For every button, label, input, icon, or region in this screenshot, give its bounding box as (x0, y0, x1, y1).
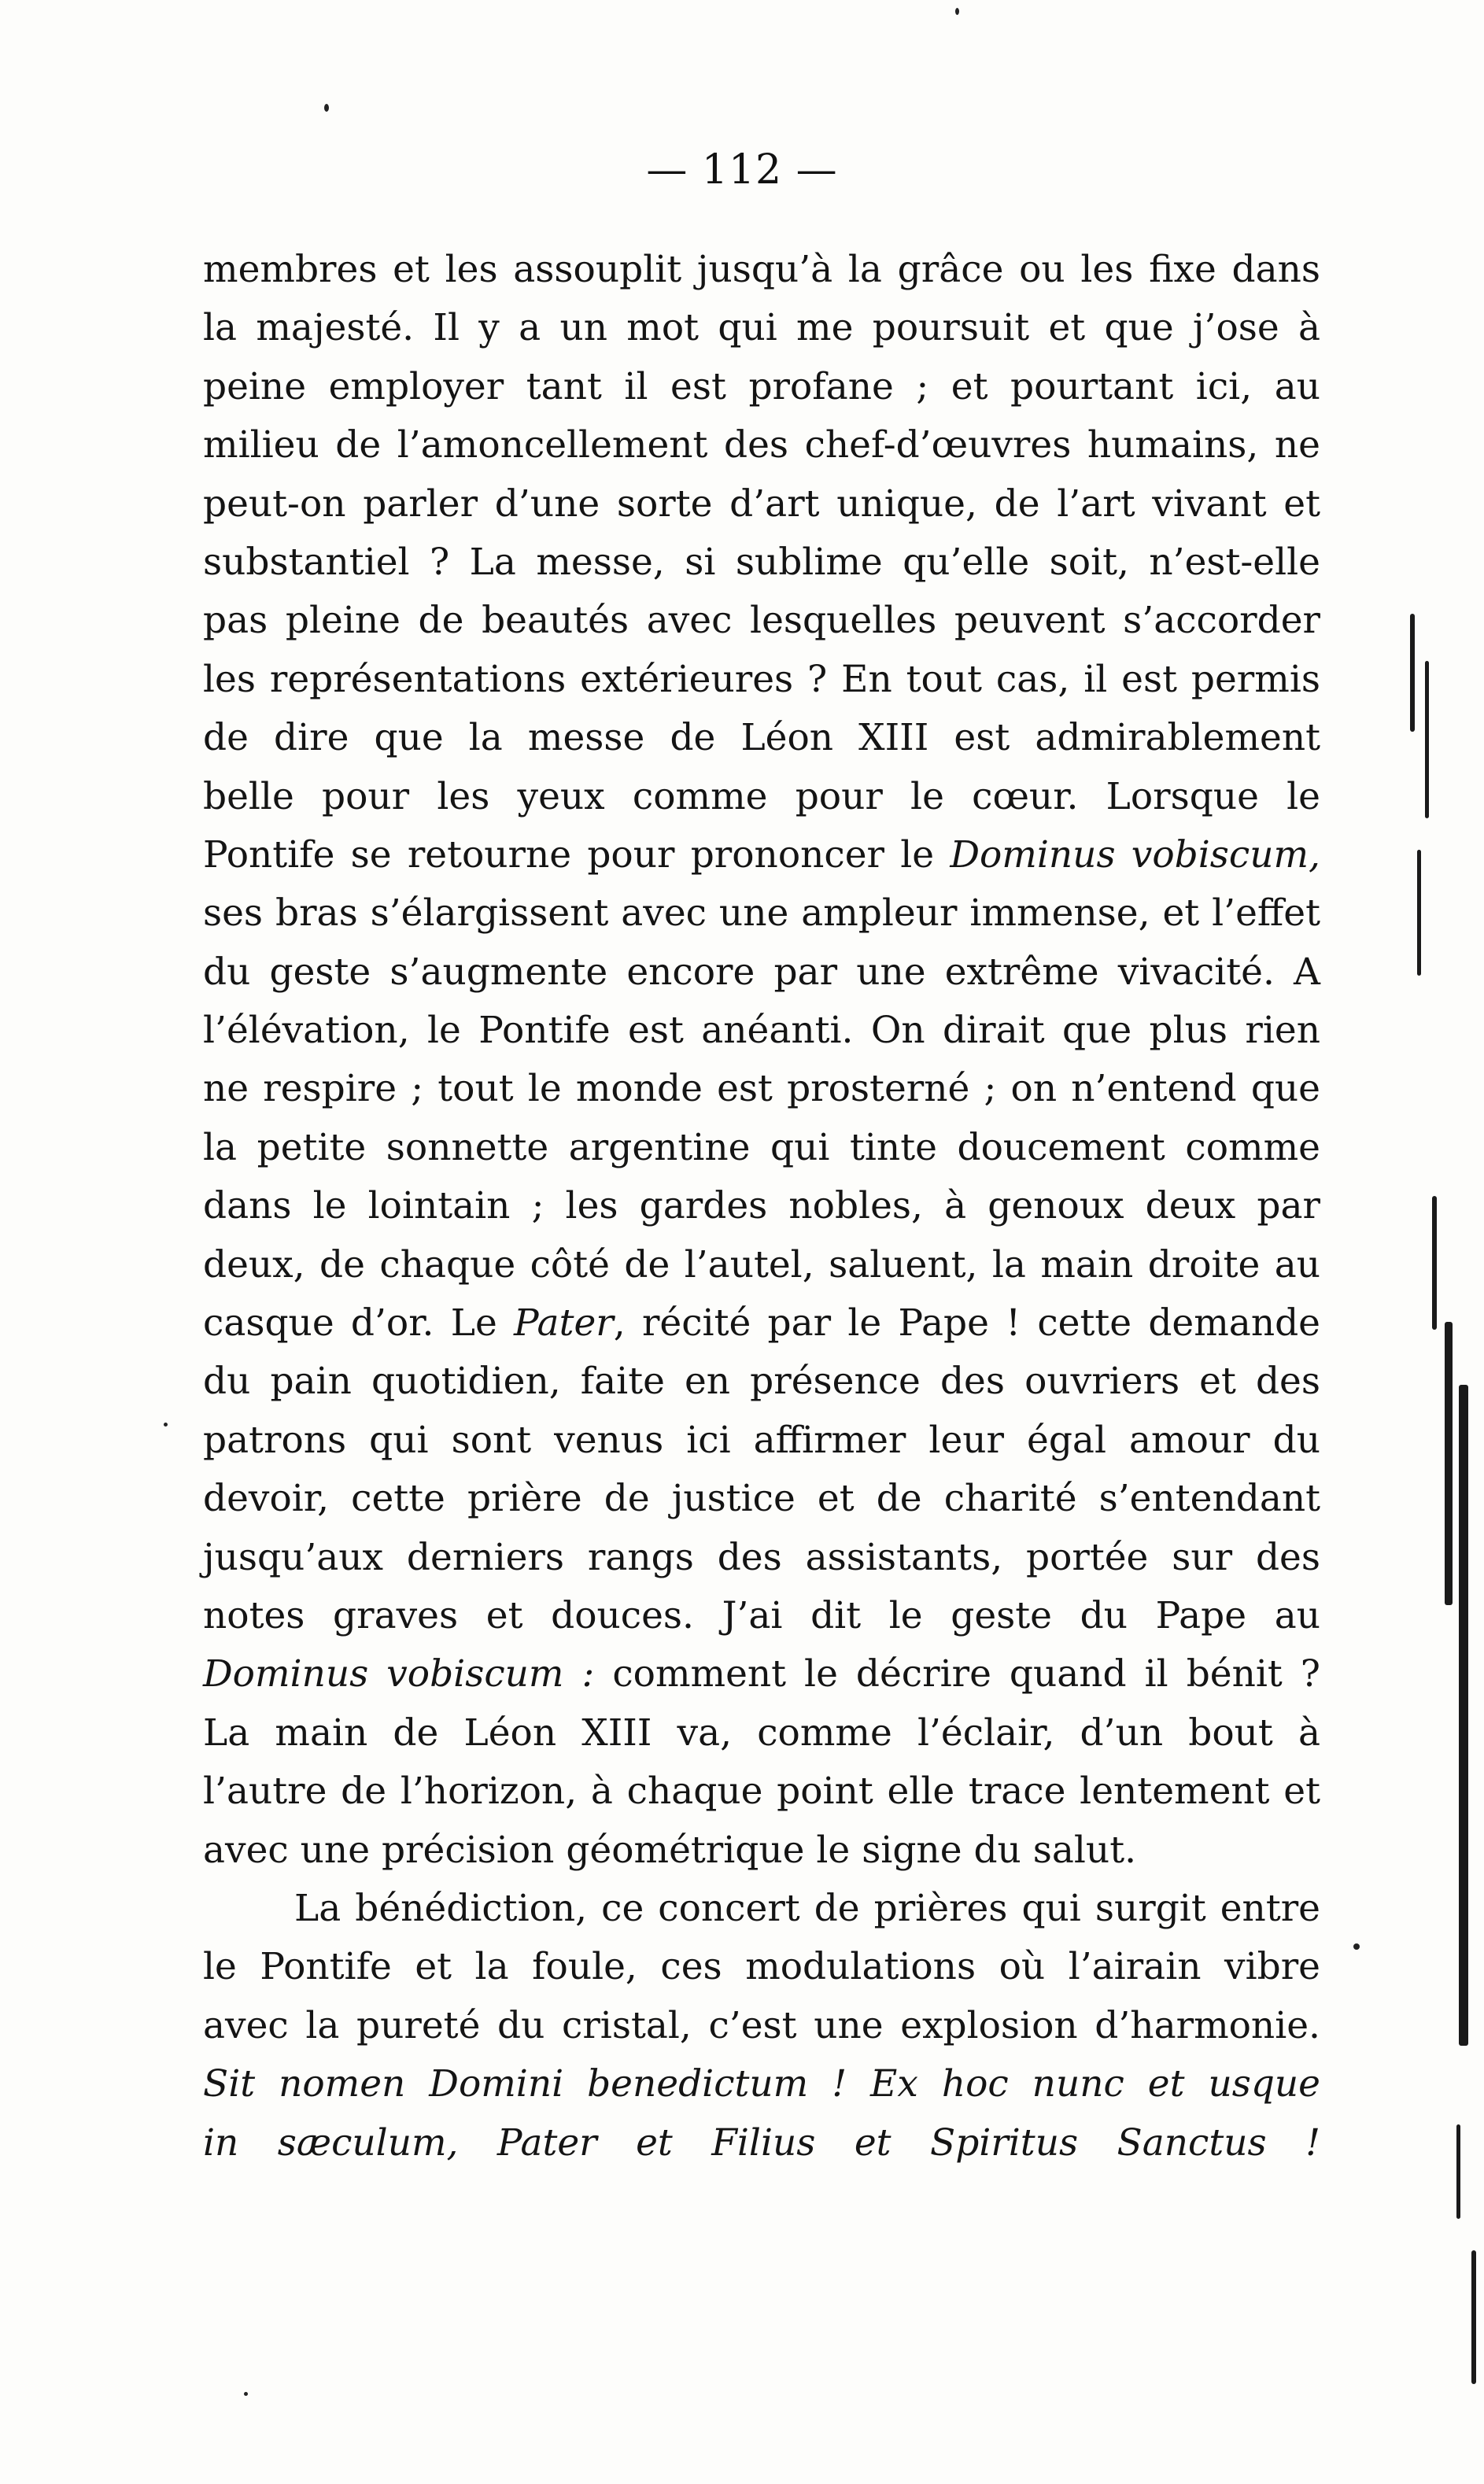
text-line (203, 1880, 1320, 1938)
text-line (203, 1002, 1320, 1060)
text-line (203, 1353, 1320, 1411)
scan-edge-mark (1471, 2250, 1476, 2384)
text-line (203, 1294, 1320, 1353)
text-segment: avec la pureté du cristal, c’est une explosion d’harmonie. (203, 2003, 1320, 2047)
text-line (203, 768, 1320, 826)
italic-text: Dominus vobiscum, (950, 832, 1320, 877)
text-segment: jusqu’aux derniers rangs des assistants, portée sur des (203, 1535, 1320, 1579)
text-line (203, 1704, 1320, 1762)
text-segment: comment le décrire quand il bénit ? (594, 1652, 1320, 1696)
scan-edge-mark (1456, 2124, 1460, 2219)
scan-edge-mark (1459, 1385, 1468, 2046)
scan-edge-mark (1445, 1322, 1453, 1605)
text-segment: les représentations extérieures ? En tout cas, il est permis (203, 657, 1320, 701)
scan-edge-mark (1432, 1196, 1437, 1330)
text-line (203, 1177, 1320, 1235)
scan-speck (244, 2392, 248, 2396)
text-line (203, 1645, 1320, 1703)
text-line (203, 358, 1320, 416)
text-line (203, 2114, 1320, 2172)
scan-speck (164, 1423, 168, 1427)
text-segment: du geste s’augmente encore par une extrême vivacité. A (203, 950, 1320, 994)
page-number: — 112 — (646, 146, 838, 194)
italic-text: in sæculum, Pater et Filius et Spiritus Sanctus ! (203, 2120, 1320, 2165)
scan-edge-mark (1425, 661, 1429, 818)
text-segment: membres et les assouplit jusqu’à la grâce ou les fixe dans (203, 248, 1320, 291)
text-line (203, 1529, 1320, 1587)
text-segment: l’élévation, le Pontife est anéanti. On dirait que plus rien (203, 1009, 1320, 1053)
text-segment: la petite sonnette argentine qui tinte doucement comme (203, 1125, 1320, 1169)
text-segment: ne respire ; tout le monde est prosterné ; on n’entend que (203, 1067, 1320, 1111)
text-line (203, 943, 1320, 1002)
scan-speck (955, 8, 959, 15)
text-segment: du pain quotidien, faite en présence des ouvriers et des (203, 1360, 1320, 1404)
text-segment: casque d’or. Le (203, 1301, 515, 1345)
text-line (203, 533, 1320, 592)
text-line (203, 709, 1320, 767)
text-line (203, 884, 1320, 943)
text-segment: , récité par le Pape ! cette demande (613, 1301, 1320, 1345)
text-segment: La main de Léon XIII va, comme l’éclair, d’un bout à (203, 1711, 1320, 1755)
text-segment: ses bras s’élargissent avec une ampleur immense, et l’effet (203, 891, 1320, 936)
scan-edge-mark (1417, 850, 1421, 976)
text-line (203, 1821, 1320, 1880)
text-line (203, 475, 1320, 533)
text-line (203, 299, 1320, 357)
text-segment: deux, de chaque côté de l’autel, saluent, la main droite au (203, 1242, 1320, 1286)
text-line (203, 1587, 1320, 1645)
italic-text: Dominus vobiscum : (203, 1652, 595, 1696)
text-line (203, 241, 1320, 299)
text-line (203, 2055, 1320, 2113)
text-segment: milieu de l’amoncellement des chef-d’œuvres humains, ne (203, 423, 1320, 467)
text-line (203, 1060, 1320, 1118)
scan-speck (324, 104, 329, 112)
text-line (203, 1938, 1320, 1996)
italic-text: Pater (514, 1301, 614, 1345)
scan-edge-mark (1410, 614, 1415, 732)
text-segment: la majesté. Il y a un mot qui me poursuit et que j’ose à (203, 306, 1320, 350)
text-segment: le Pontife et la foule, ces modulations où l’airain vibre (203, 1945, 1320, 1989)
text-segment: pas pleine de beautés avec lesquelles peuvent s’accorder (203, 599, 1320, 643)
text-segment: devoir, cette prière de justice et de charité s’entendant (203, 1477, 1320, 1521)
text-segment: Pontife se retourne pour prononcer le (203, 832, 951, 877)
text-segment: dans le lointain ; les gardes nobles, à genoux deux par (203, 1184, 1320, 1228)
text-line (203, 1762, 1320, 1821)
text-segment: belle pour les yeux comme pour le cœur. Lorsque le (203, 774, 1320, 818)
text-line (203, 1236, 1320, 1294)
text-line (203, 651, 1320, 709)
text-segment: peine employer tant il est profane ; et pourtant ici, au (203, 364, 1320, 408)
text-segment: substantiel ? La messe, si sublime qu’elle soit, n’est-elle (203, 540, 1320, 584)
text-segment: peut-on parler d’une sorte d’art unique, de l’art vivant et (203, 482, 1320, 526)
text-line (203, 416, 1320, 474)
text-segment: de dire que la messe de Léon XIII est admirablement (203, 716, 1320, 760)
text-segment: La bénédiction, ce concert de prières qui surgit entre (294, 1886, 1320, 1930)
body-text (203, 241, 1320, 2172)
italic-text: Sit nomen Domini benedictum ! Ex hoc nunc et usque (203, 2062, 1320, 2106)
text-line (203, 592, 1320, 650)
text-segment: avec une précision géométrique le signe du salut. (203, 1828, 1137, 1872)
text-segment: notes graves et douces. J’ai dit le geste du Pape au (203, 1593, 1320, 1637)
text-line (203, 1997, 1320, 2055)
text-segment: l’autre de l’horizon, à chaque point elle trace lentement et (203, 1770, 1320, 1814)
text-segment: patrons qui sont venus ici affirmer leur égal amour du (203, 1418, 1320, 1462)
text-line (203, 1119, 1320, 1177)
text-line (203, 1412, 1320, 1470)
text-line (203, 826, 1320, 884)
text-line (203, 1470, 1320, 1528)
scan-speck (1353, 1943, 1360, 1950)
